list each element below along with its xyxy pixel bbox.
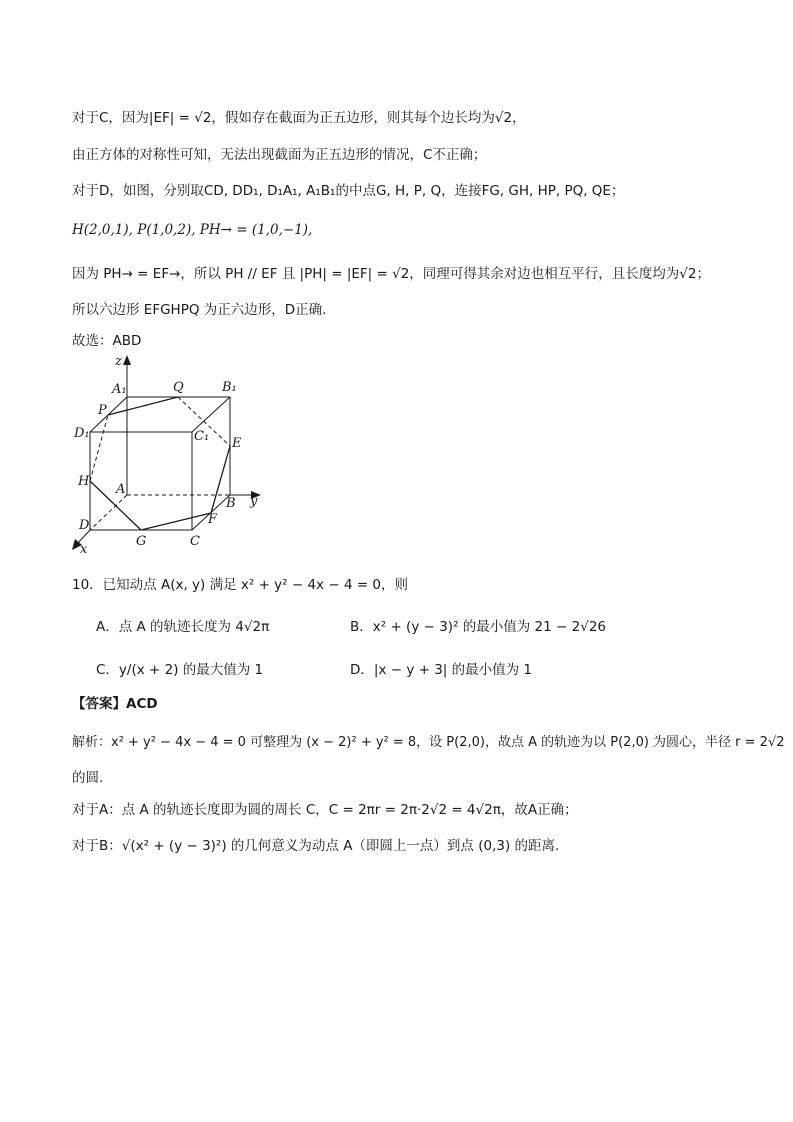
analysis-b: 对于B：√(x² + (y − 3)²) 的几何意义为动点 A（即圆上一点）到点 (0,3) 的距离. xyxy=(72,838,560,854)
label-z: z xyxy=(115,355,122,369)
label-D: D xyxy=(79,518,90,533)
cube-figure xyxy=(70,355,270,560)
segment-PQ xyxy=(108,397,178,415)
edge-AD xyxy=(90,495,127,530)
label-P: P xyxy=(98,403,107,418)
analysis-line-2: 的圆. xyxy=(72,770,104,786)
label-C1: C₁ xyxy=(194,429,210,444)
text-line-choice: 故选：ABD xyxy=(72,333,142,349)
text-line-c-check: 对于C，因为|EF| = √2，假如存在截面为正五边形，则其每个边长均为√2， xyxy=(72,110,526,126)
label-A1: A₁ xyxy=(112,382,127,397)
option-c: C．y/(x + 2) 的最大值为 1 xyxy=(96,662,264,678)
analysis-a: 对于A：点 A 的轨迹长度即为圆的周长 C，C = 2πr = 2π·2√2 = 4√2π，故A正确； xyxy=(72,802,578,818)
answer-label: 【答案】ACD xyxy=(72,696,158,712)
label-G: G xyxy=(136,534,147,549)
label-x: x xyxy=(80,542,88,557)
option-b: B．x² + (y − 3)² 的最小值为 21 − 2√26 xyxy=(350,619,606,635)
edge-C1B1 xyxy=(192,397,230,432)
label-Q: Q xyxy=(173,380,184,395)
label-D1: D₁ xyxy=(74,426,90,441)
label-B: B xyxy=(226,496,236,511)
text-line-coordinates: H(2,0,1), P(1,0,2), PH→ = (1,0,−1), xyxy=(72,222,313,238)
label-y: y xyxy=(250,494,258,509)
label-A: A xyxy=(116,482,126,497)
label-B1: B₁ xyxy=(222,380,237,395)
segment-HP xyxy=(90,415,108,481)
option-d: D．|x − y + 3| 的最小值为 1 xyxy=(350,662,533,678)
question-stem: 10．已知动点 A(x, y) 满足 x² + y² − 4x − 4 = 0，则 xyxy=(72,577,409,593)
text-line-parallel: 因为 PH→ = EF→，所以 PH // EF 且 |PH| = |EF| = √2，同理可得其余对边也相互平行，且长度均为√2； xyxy=(72,266,710,282)
text-line-d-midpoints: 对于D，如图，分别取CD, DD₁, D₁A₁, A₁B₁的中点G, H, P, Q，连接FG, GH, HP, PQ, QE； xyxy=(72,183,625,199)
analysis-line-1: 解析：x² + y² − 4x − 4 = 0 可整理为 (x − 2)² + y² = 8，设 P(2,0)，故点 A 的轨迹为以 P(2,0) 为圆心，半径 r = 2√2 xyxy=(72,735,785,750)
text-line-symmetry: 由正方体的对称性可知，无法出现截面为正五边形的情况，C不正确； xyxy=(72,147,487,163)
label-F: F xyxy=(208,512,218,527)
z-axis-arrow xyxy=(123,355,131,365)
text-line-hexagon: 所以六边形 EFGHPQ 为正六边形，D正确. xyxy=(72,302,327,318)
option-a: A．点 A 的轨迹长度为 4√2π xyxy=(96,619,270,635)
label-C: C xyxy=(190,534,200,549)
label-H: H xyxy=(78,474,90,489)
label-E: E xyxy=(232,436,242,451)
